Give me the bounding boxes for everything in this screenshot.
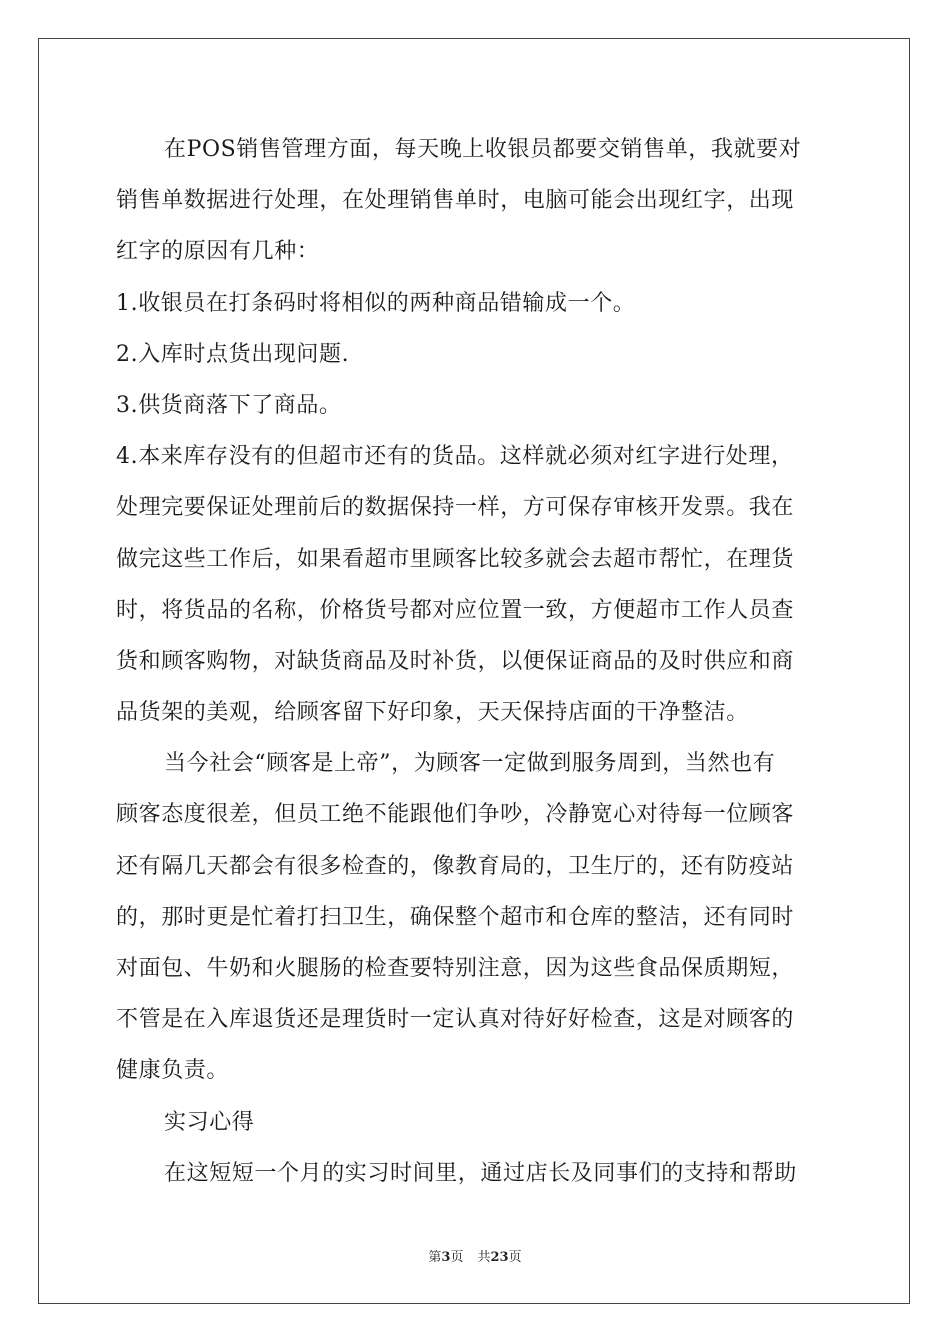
paragraph-line: 当今社会“顾客是上帝”，为顾客一定做到服务周到，当然也有	[164, 751, 776, 777]
section-heading: 实习心得	[164, 1109, 255, 1135]
total-suffix: 页	[508, 1250, 522, 1265]
paragraph-line: 不管是在入库退货还是理货时一定认真对待好好检查，这是对顾客的	[116, 1007, 795, 1033]
paragraph-line: 品货架的美观，给顾客留下好印象，天天保持店面的干净整洁。	[116, 700, 749, 726]
list-item-2: 2.入库时点货出现问题.	[116, 341, 350, 367]
total-prefix: 共	[477, 1250, 491, 1265]
list-item-4: 4.本来库存没有的但超市还有的货品。这样就必须对红字进行处理，	[116, 444, 794, 470]
paragraph-line: 对面包、牛奶和火腿肠的检查要特别注意，因为这些食品保质期短，	[116, 956, 795, 981]
page-number: 3	[441, 1250, 451, 1265]
paragraph-line: 健康负责。	[116, 1058, 230, 1084]
paragraph-line: 顾客态度很差，但员工绝不能跟他们争吵，冷静宽心对待每一位顾客	[116, 802, 795, 828]
document-body	[116, 124, 838, 1199]
page-prefix: 第	[428, 1250, 442, 1265]
paragraph-line: 销售单数据进行处理，在处理销售单时，电脑可能会出现红字，出现	[116, 188, 795, 214]
paragraph-line: 处理完要保证处理前后的数据保持一样，方可保存审核开发票。我在	[116, 495, 795, 521]
total-pages: 23	[490, 1250, 509, 1265]
paragraph-line: 的，那时更是忙着打扫卫生，确保整个超市和仓库的整洁，还有同时	[116, 904, 795, 930]
paragraph-line: 红字的原因有几种：	[116, 239, 320, 265]
paragraph-line: 货和顾客购物，对缺货商品及时补货，以便保证商品的及时供应和商	[116, 648, 795, 674]
paragraph-line: 时，将货品的名称，价格货号都对应位置一致，方便超市工作人员查	[116, 597, 795, 623]
list-item-3: 3.供货商落下了商品。	[116, 392, 342, 418]
paragraph-line: 还有隔几天都会有很多检查的，像教育局的，卫生厅的，还有防疫站	[116, 853, 795, 879]
paragraph-line: 在POS销售管理方面，每天晚上收银员都要交销售单，我就要对	[164, 137, 802, 162]
paragraph-line: 在这短短一个月的实习时间里，通过店长及同事们的支持和帮助	[164, 1160, 797, 1186]
list-item-1: 1.收银员在打条码时将相似的两种商品错输成一个。	[116, 290, 636, 316]
page-suffix: 页	[450, 1250, 464, 1265]
page-footer	[0, 1246, 950, 1265]
paragraph-line: 做完这些工作后，如果看超市里顾客比较多就会去超市帮忙，在理货	[116, 546, 795, 572]
